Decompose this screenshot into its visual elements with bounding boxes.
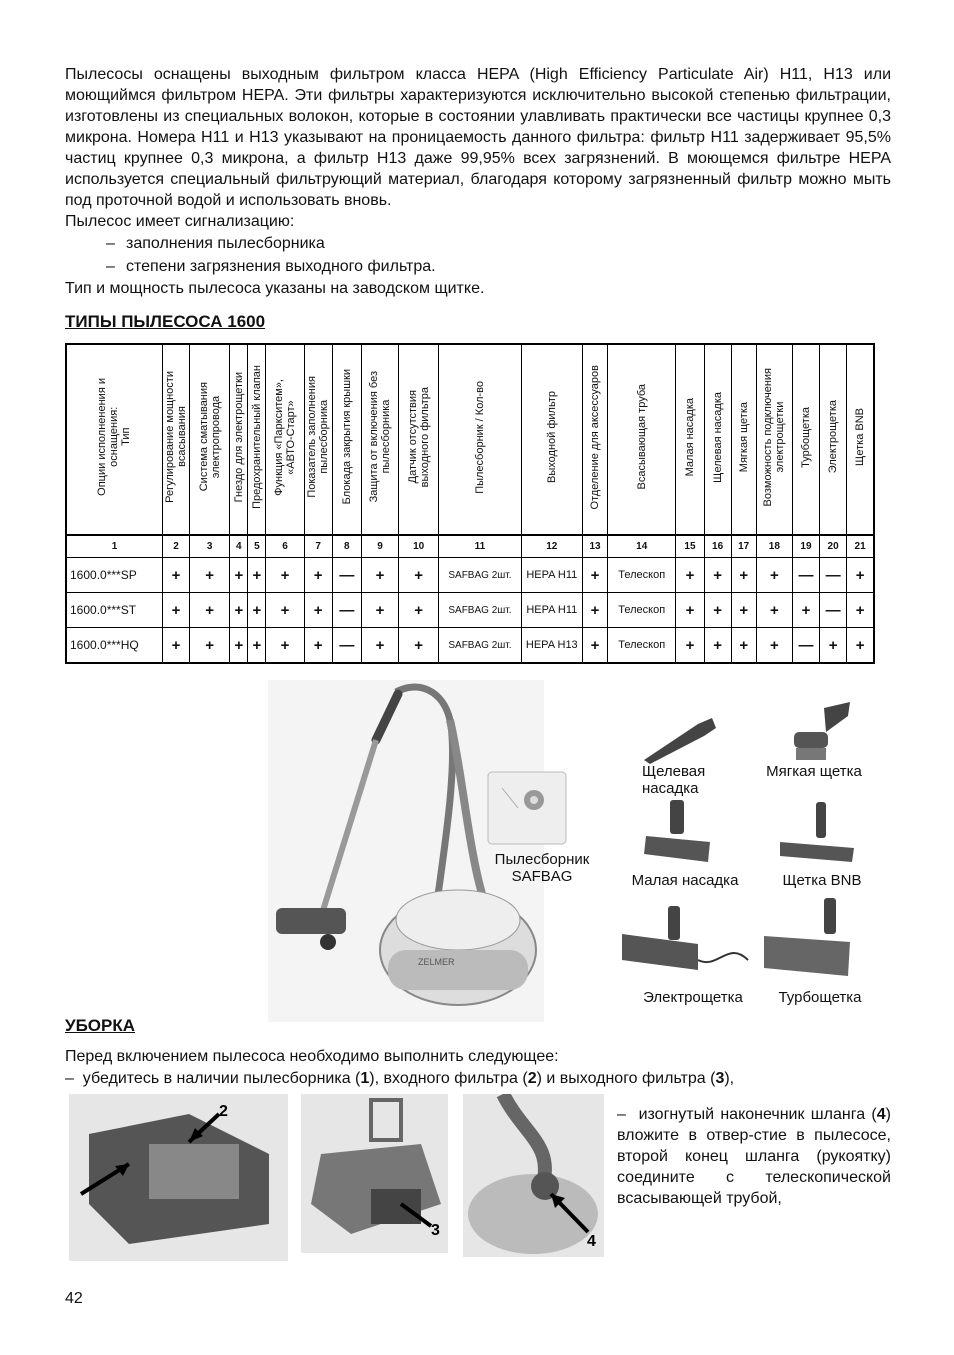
column-number: 14 — [608, 535, 676, 558]
table-cell: — — [820, 558, 847, 593]
table-cell: + — [361, 593, 398, 628]
table-cell: + — [304, 593, 332, 628]
table-cell: + — [582, 593, 607, 628]
crevice-nozzle-label: Щелевая насадка — [642, 763, 706, 797]
column-header-text: Турбощетка — [799, 406, 812, 468]
photo-label-2: 2 — [219, 1103, 228, 1120]
table-cell: — — [332, 558, 361, 593]
table-cell: — — [332, 593, 361, 628]
table-cell: + — [190, 558, 230, 593]
table-cell: + — [190, 593, 230, 628]
turbo-brush-label: Турбощетка — [778, 989, 862, 1006]
step-number: 1 — [360, 1070, 370, 1087]
step-text: ), входного фильтра ( — [369, 1070, 528, 1087]
electro-brush-label: Электрощетка — [643, 989, 743, 1006]
table-cell: + — [266, 558, 304, 593]
table-cell: + — [731, 628, 756, 664]
cleaning-step-1 — [65, 1068, 734, 1089]
column-header — [820, 344, 847, 535]
column-number: 3 — [190, 535, 230, 558]
column-number: 21 — [847, 535, 874, 558]
table-cell: + — [582, 558, 607, 593]
table-cell: — — [820, 593, 847, 628]
column-header-text: Малая насадка — [683, 397, 696, 477]
small-nozzle-label: Малая насадка — [631, 872, 739, 889]
column-number: 19 — [792, 535, 819, 558]
step-text: ) вложите в отвер-стие в пылесосе, второй конец шланга (рукоятку) соедините с телескопической всасывающей трубой, — [617, 1106, 891, 1207]
table-row — [66, 628, 874, 664]
column-number: 5 — [248, 535, 266, 558]
table-cell: + — [731, 593, 756, 628]
table-row — [66, 593, 874, 628]
column-number: 2 — [162, 535, 189, 558]
column-header-text: Отделение для аксессуаров — [589, 364, 601, 510]
photo-label-4: 4 — [587, 1233, 596, 1250]
types-title: ТИПЫ ПЫЛЕСОСА 1600 — [65, 312, 266, 331]
column-number: 6 — [266, 535, 304, 558]
table-cell: + — [792, 593, 819, 628]
table-cell: + — [399, 628, 439, 664]
photo-dustbag-inlet-filter — [69, 1094, 288, 1261]
column-header-text: Регулирование мощности всасывания — [164, 371, 189, 503]
table-cell: + — [399, 593, 439, 628]
column-header-text: Функция «Паркситем», «АВТО-Старт» — [273, 378, 298, 496]
dash: – — [617, 1106, 626, 1123]
photo-hose-connection — [463, 1094, 604, 1257]
svg-text:ZELMER: ZELMER — [418, 957, 455, 967]
small-nozzle-image — [640, 796, 720, 868]
dust-bag-image — [482, 768, 572, 848]
alarm-item-1 — [106, 233, 325, 254]
column-header — [792, 344, 819, 535]
table-cell: + — [704, 628, 731, 664]
column-number: 16 — [704, 535, 731, 558]
table-cell: + — [361, 558, 398, 593]
column-header — [847, 344, 874, 535]
table-cell: HEPA H13 — [521, 628, 582, 664]
table-cell: + — [756, 558, 792, 593]
bnb-brush-image — [776, 800, 858, 868]
column-header — [439, 344, 521, 535]
alarm-item-text: заполнения пылесборника — [126, 235, 325, 252]
alarm-item-text: степени загрязнения выходного фильтра. — [126, 258, 436, 275]
cleaning-title: УБОРКА — [65, 1016, 136, 1035]
column-header-text: Электрощетка — [827, 400, 840, 474]
column-number: 13 — [582, 535, 607, 558]
step-text: ), — [724, 1070, 735, 1087]
step-number: 2 — [527, 1070, 537, 1087]
table-cell: + — [704, 558, 731, 593]
table-cell: + — [190, 628, 230, 664]
table-row — [66, 558, 874, 593]
column-number: 10 — [399, 535, 439, 558]
column-header — [230, 344, 248, 535]
column-header-text: Защита от включения без пылесборника — [367, 371, 392, 503]
table-cell: + — [230, 558, 248, 593]
table-cell: HEPA H11 — [521, 558, 582, 593]
column-header-text: Щетка BNB — [854, 408, 867, 466]
cleaning-intro: Перед включением пылесоса необходимо выполнить следующее: — [65, 1048, 559, 1065]
column-number: 15 — [676, 535, 704, 558]
cleaning-step-2 — [617, 1104, 891, 1209]
column-number: 11 — [439, 535, 521, 558]
step-text: убедитесь в наличии пылесборника ( — [82, 1070, 361, 1087]
column-number: 20 — [820, 535, 847, 558]
column-number: 1 — [66, 535, 162, 558]
photo-outlet-filter — [301, 1094, 448, 1253]
model-cell: 1600.0***HQ — [66, 628, 162, 664]
column-header — [162, 344, 189, 535]
table-cell: + — [756, 628, 792, 664]
table-cell: + — [248, 593, 266, 628]
column-number: 9 — [361, 535, 398, 558]
table-cell: + — [676, 558, 704, 593]
model-cell: 1600.0***SP — [66, 558, 162, 593]
table-cell: + — [847, 628, 874, 664]
table-cell: + — [162, 628, 189, 664]
model-cell: 1600.0***ST — [66, 593, 162, 628]
table-cell: — — [332, 628, 361, 664]
step-number: 3 — [715, 1070, 725, 1087]
soft-brush-image — [790, 702, 854, 766]
header-row — [66, 344, 874, 535]
table-cell: + — [304, 558, 332, 593]
column-header — [332, 344, 361, 535]
dash: – — [106, 258, 115, 275]
table-cell: + — [676, 628, 704, 664]
table-cell: + — [582, 628, 607, 664]
column-header-text: Мягкая щетка — [737, 401, 750, 473]
table-cell: + — [847, 593, 874, 628]
column-header — [399, 344, 439, 535]
column-header — [521, 344, 582, 535]
column-number: 12 — [521, 535, 582, 558]
column-header-text: Всасывающая труба — [635, 384, 648, 490]
column-header — [248, 344, 266, 535]
column-header — [361, 344, 398, 535]
column-header — [266, 344, 304, 535]
table-cell: + — [304, 628, 332, 664]
column-header — [66, 344, 162, 535]
column-header-text: Гнездо для электрощетки — [232, 371, 245, 503]
table-cell: + — [266, 593, 304, 628]
step-number: 4 — [876, 1106, 886, 1123]
table-cell: + — [248, 558, 266, 593]
table-cell: + — [756, 593, 792, 628]
column-header-text: Показатель заполнения пылесборника — [306, 376, 331, 498]
table-cell: + — [676, 593, 704, 628]
turbo-brush-image — [758, 896, 858, 984]
electro-brush-image — [618, 900, 752, 984]
column-header-text: Щелевая насадка — [711, 391, 724, 483]
column-header-text: Система сматывания электропровода — [197, 382, 222, 492]
step-text: изогнутый наконечник шланга ( — [638, 1106, 877, 1123]
column-header-text: Возможность подключения электрощетки — [762, 367, 787, 507]
column-header-text: Блокада закрытия крышки — [340, 369, 353, 505]
column-header-text: Предохранительный клапан — [250, 365, 263, 509]
table-cell: + — [230, 628, 248, 664]
table-cell: — — [792, 628, 819, 664]
column-header — [756, 344, 792, 535]
column-header — [304, 344, 332, 535]
table-cell: Телескоп — [608, 558, 676, 593]
table-cell: + — [847, 558, 874, 593]
table-cell: + — [399, 558, 439, 593]
table-cell: Телескоп — [608, 593, 676, 628]
photo-label-3: 3 — [431, 1222, 440, 1239]
table-cell: + — [248, 628, 266, 664]
table-cell: + — [361, 628, 398, 664]
column-header — [676, 344, 704, 535]
column-header-text: Датчик отсутствия выходного фильтра — [406, 386, 431, 488]
step-text: ) и выходного фильтра ( — [536, 1070, 716, 1087]
dash: – — [106, 235, 115, 252]
table-cell: Телескоп — [608, 628, 676, 664]
alarm-item-2 — [106, 256, 436, 277]
column-number: 18 — [756, 535, 792, 558]
column-number-row — [66, 535, 874, 558]
table-cell: — — [792, 558, 819, 593]
alarm-intro: Пылесос имеет сигнализацию: — [65, 213, 295, 230]
column-header — [731, 344, 756, 535]
soft-brush-label: Мягкая щетка — [766, 763, 862, 780]
column-number: 8 — [332, 535, 361, 558]
dust-bag-label: Пылесборник SAFBAG — [494, 851, 590, 885]
column-header — [190, 344, 230, 535]
column-header — [582, 344, 607, 535]
type-note: Тип и мощность пылесоса указаны на заводском щитке. — [65, 280, 485, 297]
page-number: 42 — [65, 1290, 83, 1307]
table-cell: + — [704, 593, 731, 628]
column-header-text: Выходной фильтр — [545, 391, 558, 483]
table-cell: + — [266, 628, 304, 664]
types-table — [65, 343, 875, 664]
table-cell: + — [230, 593, 248, 628]
column-header-text: Опции исполненения и оснащения: Тип — [96, 378, 133, 496]
crevice-nozzle-image — [640, 712, 720, 764]
dash: – — [65, 1070, 74, 1087]
column-header — [704, 344, 731, 535]
table-cell: SAFBAG 2шт. — [439, 593, 521, 628]
table-cell: + — [162, 593, 189, 628]
intro-paragraph: Пылесосы оснащены выходным фильтром класса HEPA (High Efficiency Particulate Air) H11, H13 или моющиймся фильтром HEPA. Эти фильтры характеризуются исключительно высокой степенью фильтрации, изготовлены из специальных волокон, которые в состоянии улавливать практически все частицы крупнее 0,3 микрона. Номера H11 и H13 указывают на проницаемость данного фильтра: фильтр H11 задерживает 95,5% частиц крупнее 0,3 микрона, а фильтр H13 даже 99,95% всех загрязнений. В моющемся фильтре HEPA используется специальный фильтрующий материал, благодаря которому загрязненный фильтр можно мыть под проточной водой и использовать вновь. — [65, 66, 891, 209]
table-cell: + — [162, 558, 189, 593]
bnb-brush-label: Щетка BNB — [782, 872, 862, 889]
column-header-text: Пылесборник / Кол-во — [473, 380, 486, 494]
column-number: 17 — [731, 535, 756, 558]
table-cell: + — [820, 628, 847, 664]
column-number: 7 — [304, 535, 332, 558]
table-cell: + — [731, 558, 756, 593]
column-number: 4 — [230, 535, 248, 558]
table-cell: HEPA H11 — [521, 593, 582, 628]
table-cell: SAFBAG 2шт. — [439, 558, 521, 593]
column-header — [608, 344, 676, 535]
table-cell: SAFBAG 2шт. — [439, 628, 521, 664]
